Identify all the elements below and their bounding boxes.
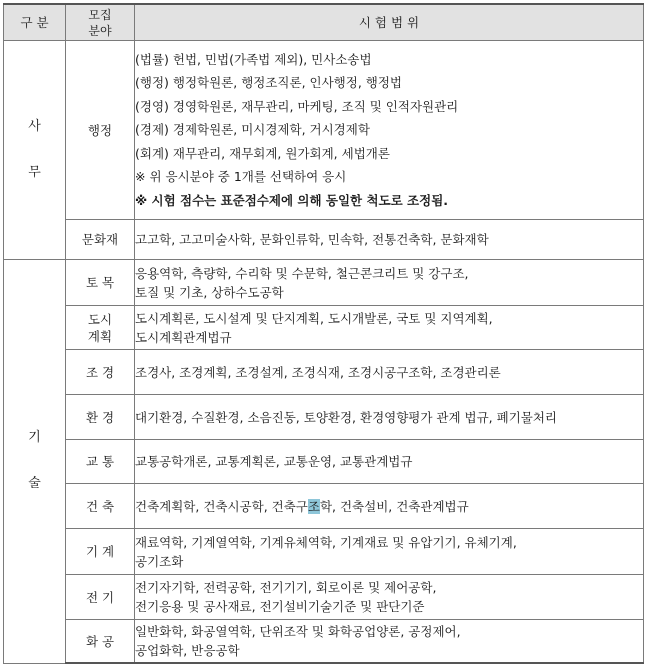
scope-line: 응용역학, 측량학, 수리학 및 수문학, 철근콘크리트 및 강구조, <box>135 265 469 281</box>
category-char: 술 <box>28 476 41 492</box>
scope-line: 일반화학, 화공열역학, 단위조작 및 화학공업양론, 공정제어, <box>135 624 461 639</box>
category-office <box>4 41 66 260</box>
scope-line: 고고학, 고고미술사학, 문화인류학, 민속학, 전통건축학, 문화재학 <box>135 232 489 247</box>
field-traffic: 교 통 <box>66 440 135 484</box>
table-row <box>4 41 644 220</box>
table-row <box>4 529 644 575</box>
scope-line: (회계) 재무관리, 재무회계, 원가회계, 세법개론 <box>135 145 390 161</box>
table-row <box>4 484 644 529</box>
scope-line: 도시계획관계법규 <box>135 329 232 345</box>
field-architecture: 건 축 <box>66 484 135 529</box>
header-scope: 시 험 범 위 <box>135 4 644 41</box>
field-electrical: 전 기 <box>66 575 135 620</box>
field-cultural-heritage: 문화재 <box>66 220 135 260</box>
field-chemical: 화 공 <box>66 620 135 664</box>
table-row <box>4 440 644 484</box>
scope-note-bold: ※ 시험 점수는 표준점수제에 의해 동일한 척도로 조정됨. <box>135 192 449 208</box>
scope-environment <box>135 395 644 440</box>
field-administration: 행정 <box>66 41 135 220</box>
category-char: 기 <box>28 430 41 446</box>
scope-landscape <box>135 350 644 395</box>
scope-line: 조경사, 조경계획, 조경설계, 조경식재, 조경시공구조학, 조경관리론 <box>135 364 501 380</box>
scope-line: 교통공학개론, 교통계획론, 교통운영, 교통관계법규 <box>135 454 413 469</box>
header-field <box>66 4 135 41</box>
table-row <box>4 260 644 306</box>
scope-text: 건축계획학, 건축시공학, 건축구 <box>135 498 308 514</box>
scope-architecture <box>135 484 644 529</box>
category-technical <box>4 260 66 664</box>
scope-civil <box>135 260 644 306</box>
field-mechanical: 기 계 <box>66 529 135 575</box>
scope-urban-planning <box>135 306 644 350</box>
field-line: 계획 <box>87 328 113 344</box>
header-row <box>4 4 644 41</box>
scope-line: 도시계획론, 도시설계 및 단지계획, 도시개발론, 국토 및 지역계획, <box>135 310 493 326</box>
scope-line: 토질 및 기초, 상하수도공학 <box>135 284 284 300</box>
field-urban-planning <box>66 306 135 350</box>
scope-line: 대기환경, 수질환경, 소음진동, 토양환경, 환경영향평가 관계 법규, 폐기물처리 <box>135 409 558 425</box>
scope-line: 재료역학, 기계열역학, 기계유체역학, 기계재료 및 유압기기, 유체기계, <box>135 534 517 550</box>
scope-note: ※ 위 응시분야 중 1개를 선택하여 응시 <box>135 169 347 185</box>
table-row <box>4 350 644 395</box>
header-category: 구 분 <box>4 4 66 41</box>
scope-line: (행정) 행정학원론, 행정조직론, 인사행정, 행정법 <box>135 75 402 91</box>
text-selection-highlight: 조 <box>307 498 320 514</box>
scope-cultural-heritage <box>135 220 644 260</box>
header-field-line1: 모집 <box>88 7 112 22</box>
scope-chemical <box>135 620 644 664</box>
category-char: 무 <box>28 165 41 180</box>
table-row <box>4 395 644 440</box>
scope-line: 공기조화 <box>135 553 184 569</box>
scope-electrical <box>135 575 644 620</box>
scope-line <box>135 497 643 516</box>
scope-line: (경제) 경제학원론, 미시경제학, 거시경제학 <box>135 122 370 138</box>
scope-line: 전기응용 및 공사재료, 전기설비기술기준 및 판단기준 <box>135 599 425 614</box>
scope-line: (경영) 경영학원론, 재무관리, 마케팅, 조직 및 인적자원관리 <box>135 98 459 114</box>
scope-line: 전기자기학, 전력공학, 전기기기, 회로이론 및 제어공학, <box>135 580 437 595</box>
category-char: 사 <box>28 119 41 134</box>
scope-line: (법률) 헌법, 민법(가족법 제외), 민사소송법 <box>135 51 372 67</box>
table-row <box>4 220 644 260</box>
field-civil: 토 목 <box>66 260 135 306</box>
field-environment: 환 경 <box>66 395 135 440</box>
scope-text: 학, 건축설비, 건축관계법규 <box>319 498 469 514</box>
scope-administration <box>135 41 644 220</box>
table-row <box>4 575 644 620</box>
table-row <box>4 620 644 664</box>
exam-scope-table <box>3 3 644 664</box>
scope-line: 공업화학, 반응공학 <box>135 643 240 658</box>
scope-traffic <box>135 440 644 484</box>
scope-mechanical <box>135 529 644 575</box>
header-field-line2: 분야 <box>88 23 112 38</box>
table-row <box>4 306 644 350</box>
field-landscape: 조 경 <box>66 350 135 395</box>
field-line: 도시 <box>87 311 113 327</box>
